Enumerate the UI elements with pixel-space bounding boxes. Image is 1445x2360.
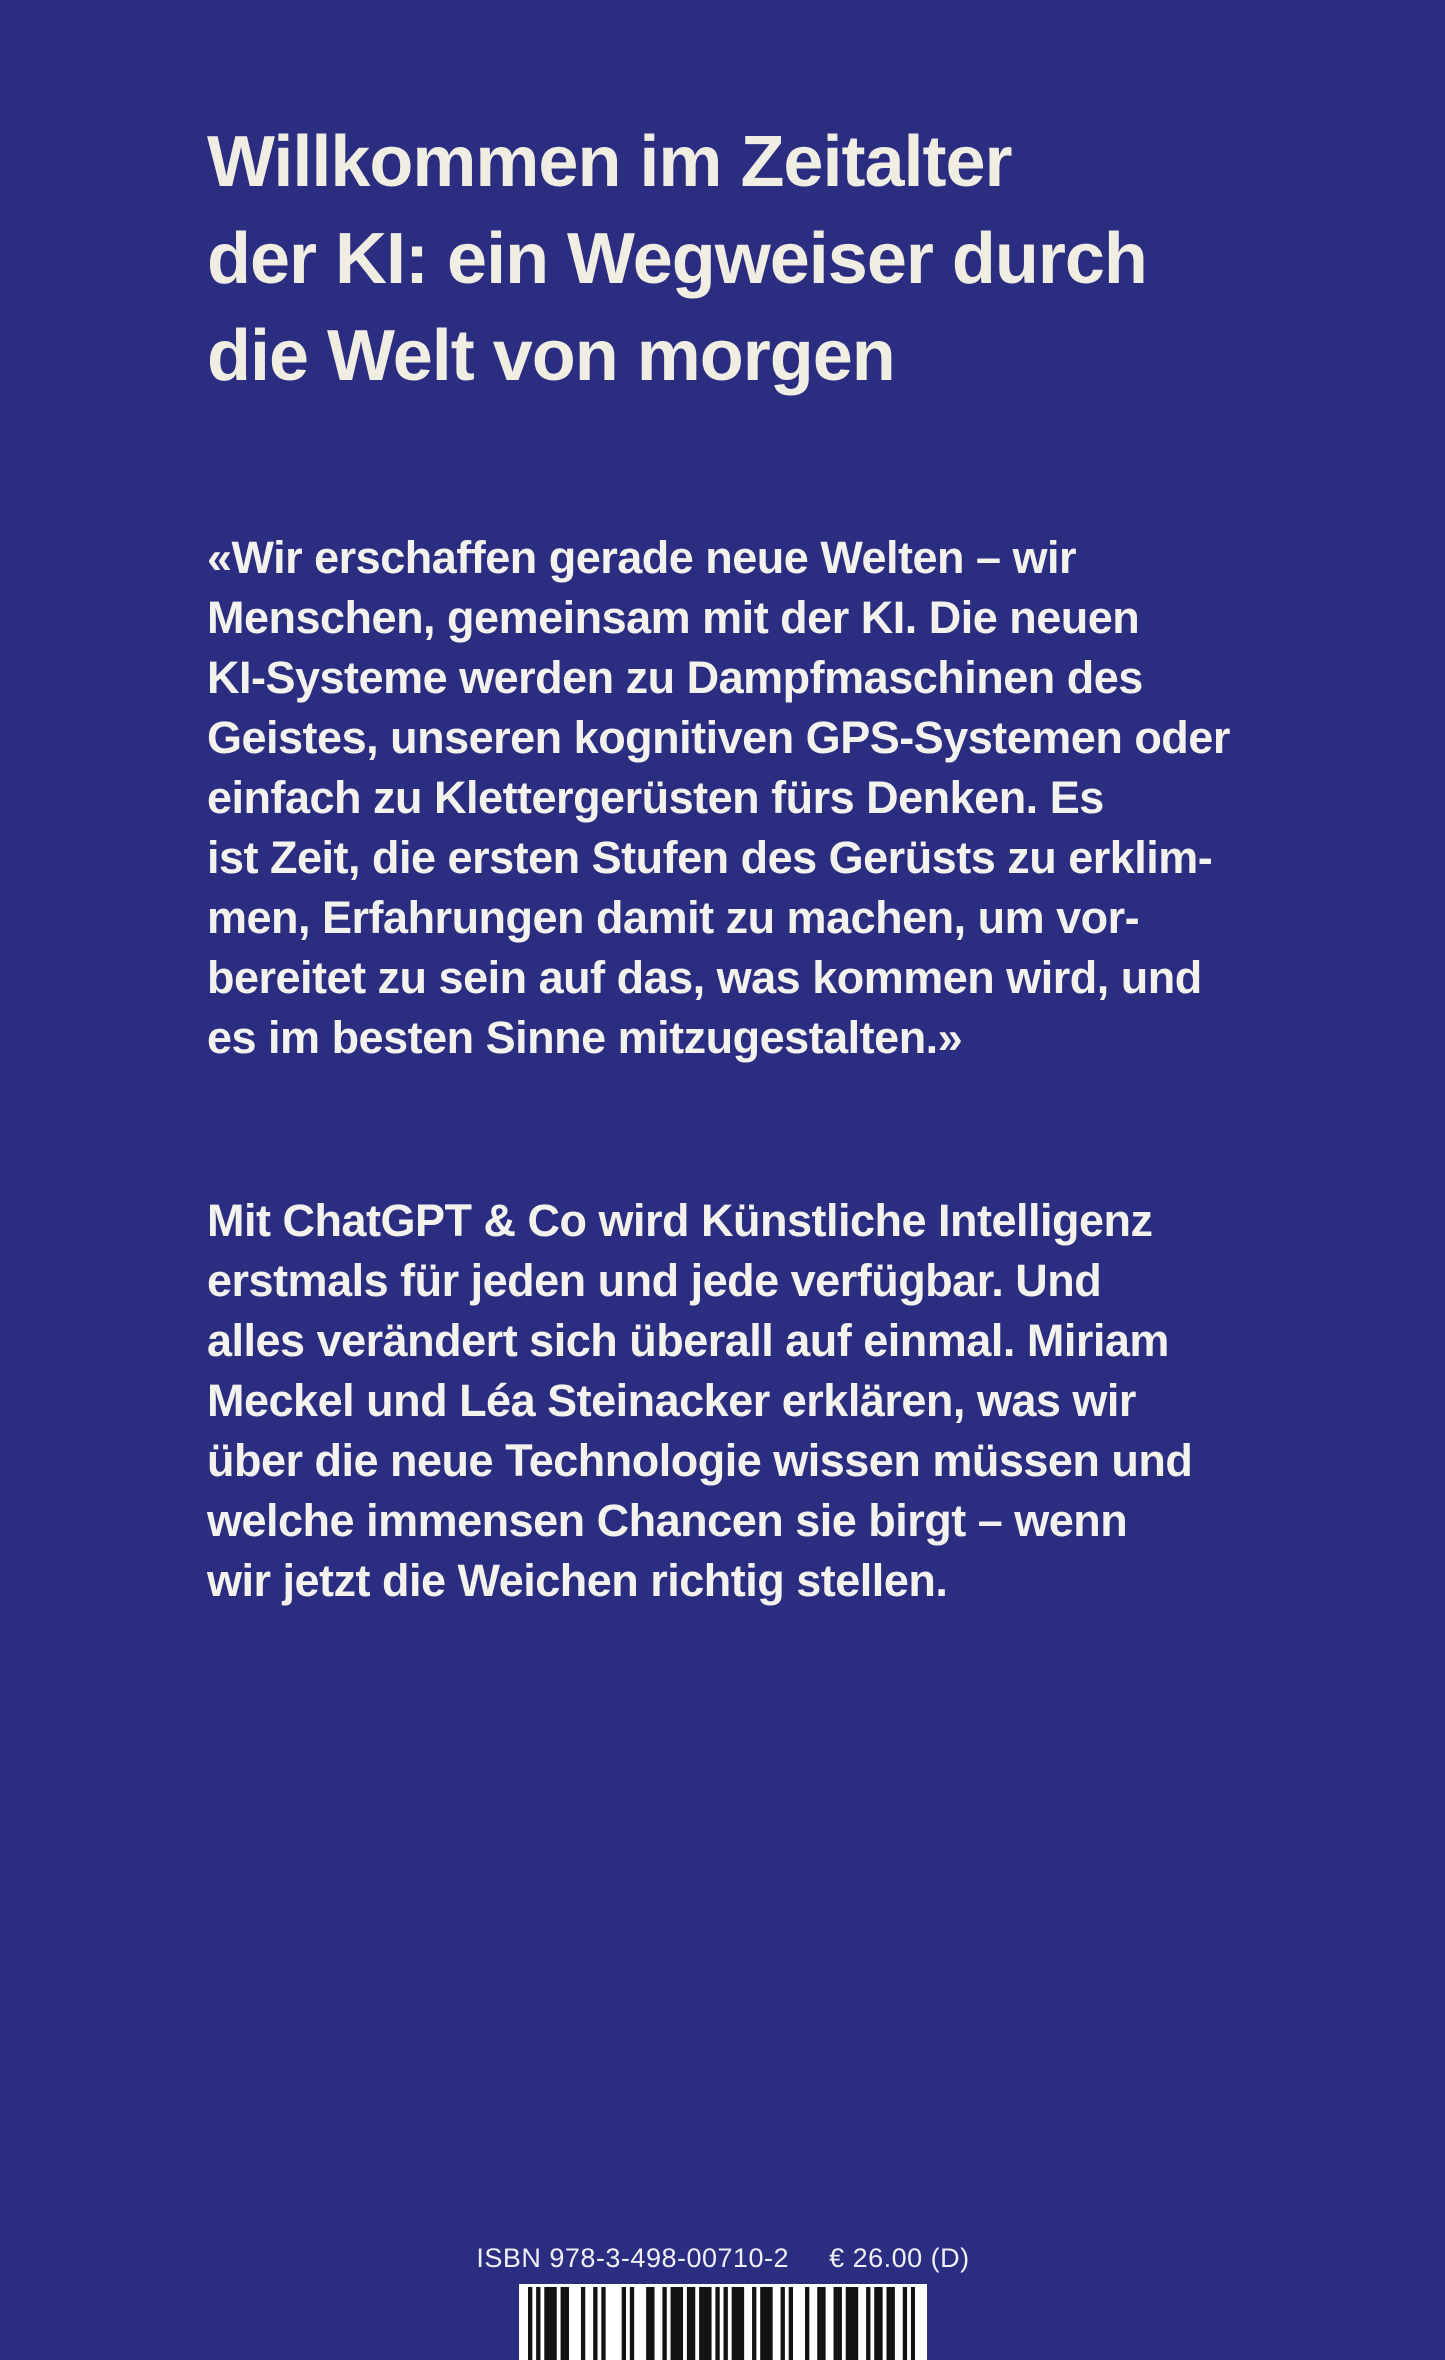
quote-line: Geistes, unseren kognitiven GPS-Systemen oder <box>207 712 1230 763</box>
isbn-price-line <box>463 2243 983 2274</box>
isbn-text: ISBN 978-3-498-00710-2 <box>476 2243 790 2273</box>
quote-line: Menschen, gemeinsam mit der KI. Die neuen <box>207 592 1140 643</box>
quote-line: KI-Systeme werden zu Dampfmaschinen des <box>207 652 1143 703</box>
description-line: alles verändert sich überall auf einmal. Miriam <box>207 1315 1169 1366</box>
description-line: erstmals für jeden und jede verfügbar. Und <box>207 1255 1102 1306</box>
title-line: Willkommen im Zeitalter <box>207 122 1012 202</box>
barcode <box>519 2284 927 2360</box>
quote-line: es im besten Sinne mitzugestalten.» <box>207 1012 963 1063</box>
quote-line: bereitet zu sein auf das, was kommen wird, und <box>207 952 1202 1003</box>
description-line: über die neue Technologie wissen müssen und <box>207 1435 1193 1486</box>
description-line: Meckel und Léa Steinacker erklären, was wir <box>207 1375 1136 1426</box>
title-line: der KI: ein Wegweiser durch <box>207 219 1147 299</box>
cover-description <box>207 1191 1192 1611</box>
quote-line: ist Zeit, die ersten Stufen des Gerüsts zu erklim- <box>207 832 1213 883</box>
price-text: € 26.00 (D) <box>829 2243 970 2273</box>
quote-line: «Wir erschaffen gerade neue Welten – wir <box>207 532 1077 583</box>
barcode-bars <box>528 2287 915 2360</box>
title-line: die Welt von morgen <box>207 316 895 396</box>
description-line: wir jetzt die Weichen richtig stellen. <box>207 1555 948 1606</box>
quote-line: men, Erfahrungen damit zu machen, um vor- <box>207 892 1140 943</box>
cover-quote <box>207 528 1230 1068</box>
description-line: welche immensen Chancen sie birgt – wenn <box>207 1495 1128 1546</box>
quote-line: einfach zu Klettergerüsten fürs Denken. Es <box>207 772 1104 823</box>
description-line: Mit ChatGPT & Co wird Künstliche Intelligenz <box>207 1195 1153 1246</box>
cover-title <box>207 114 1147 405</box>
